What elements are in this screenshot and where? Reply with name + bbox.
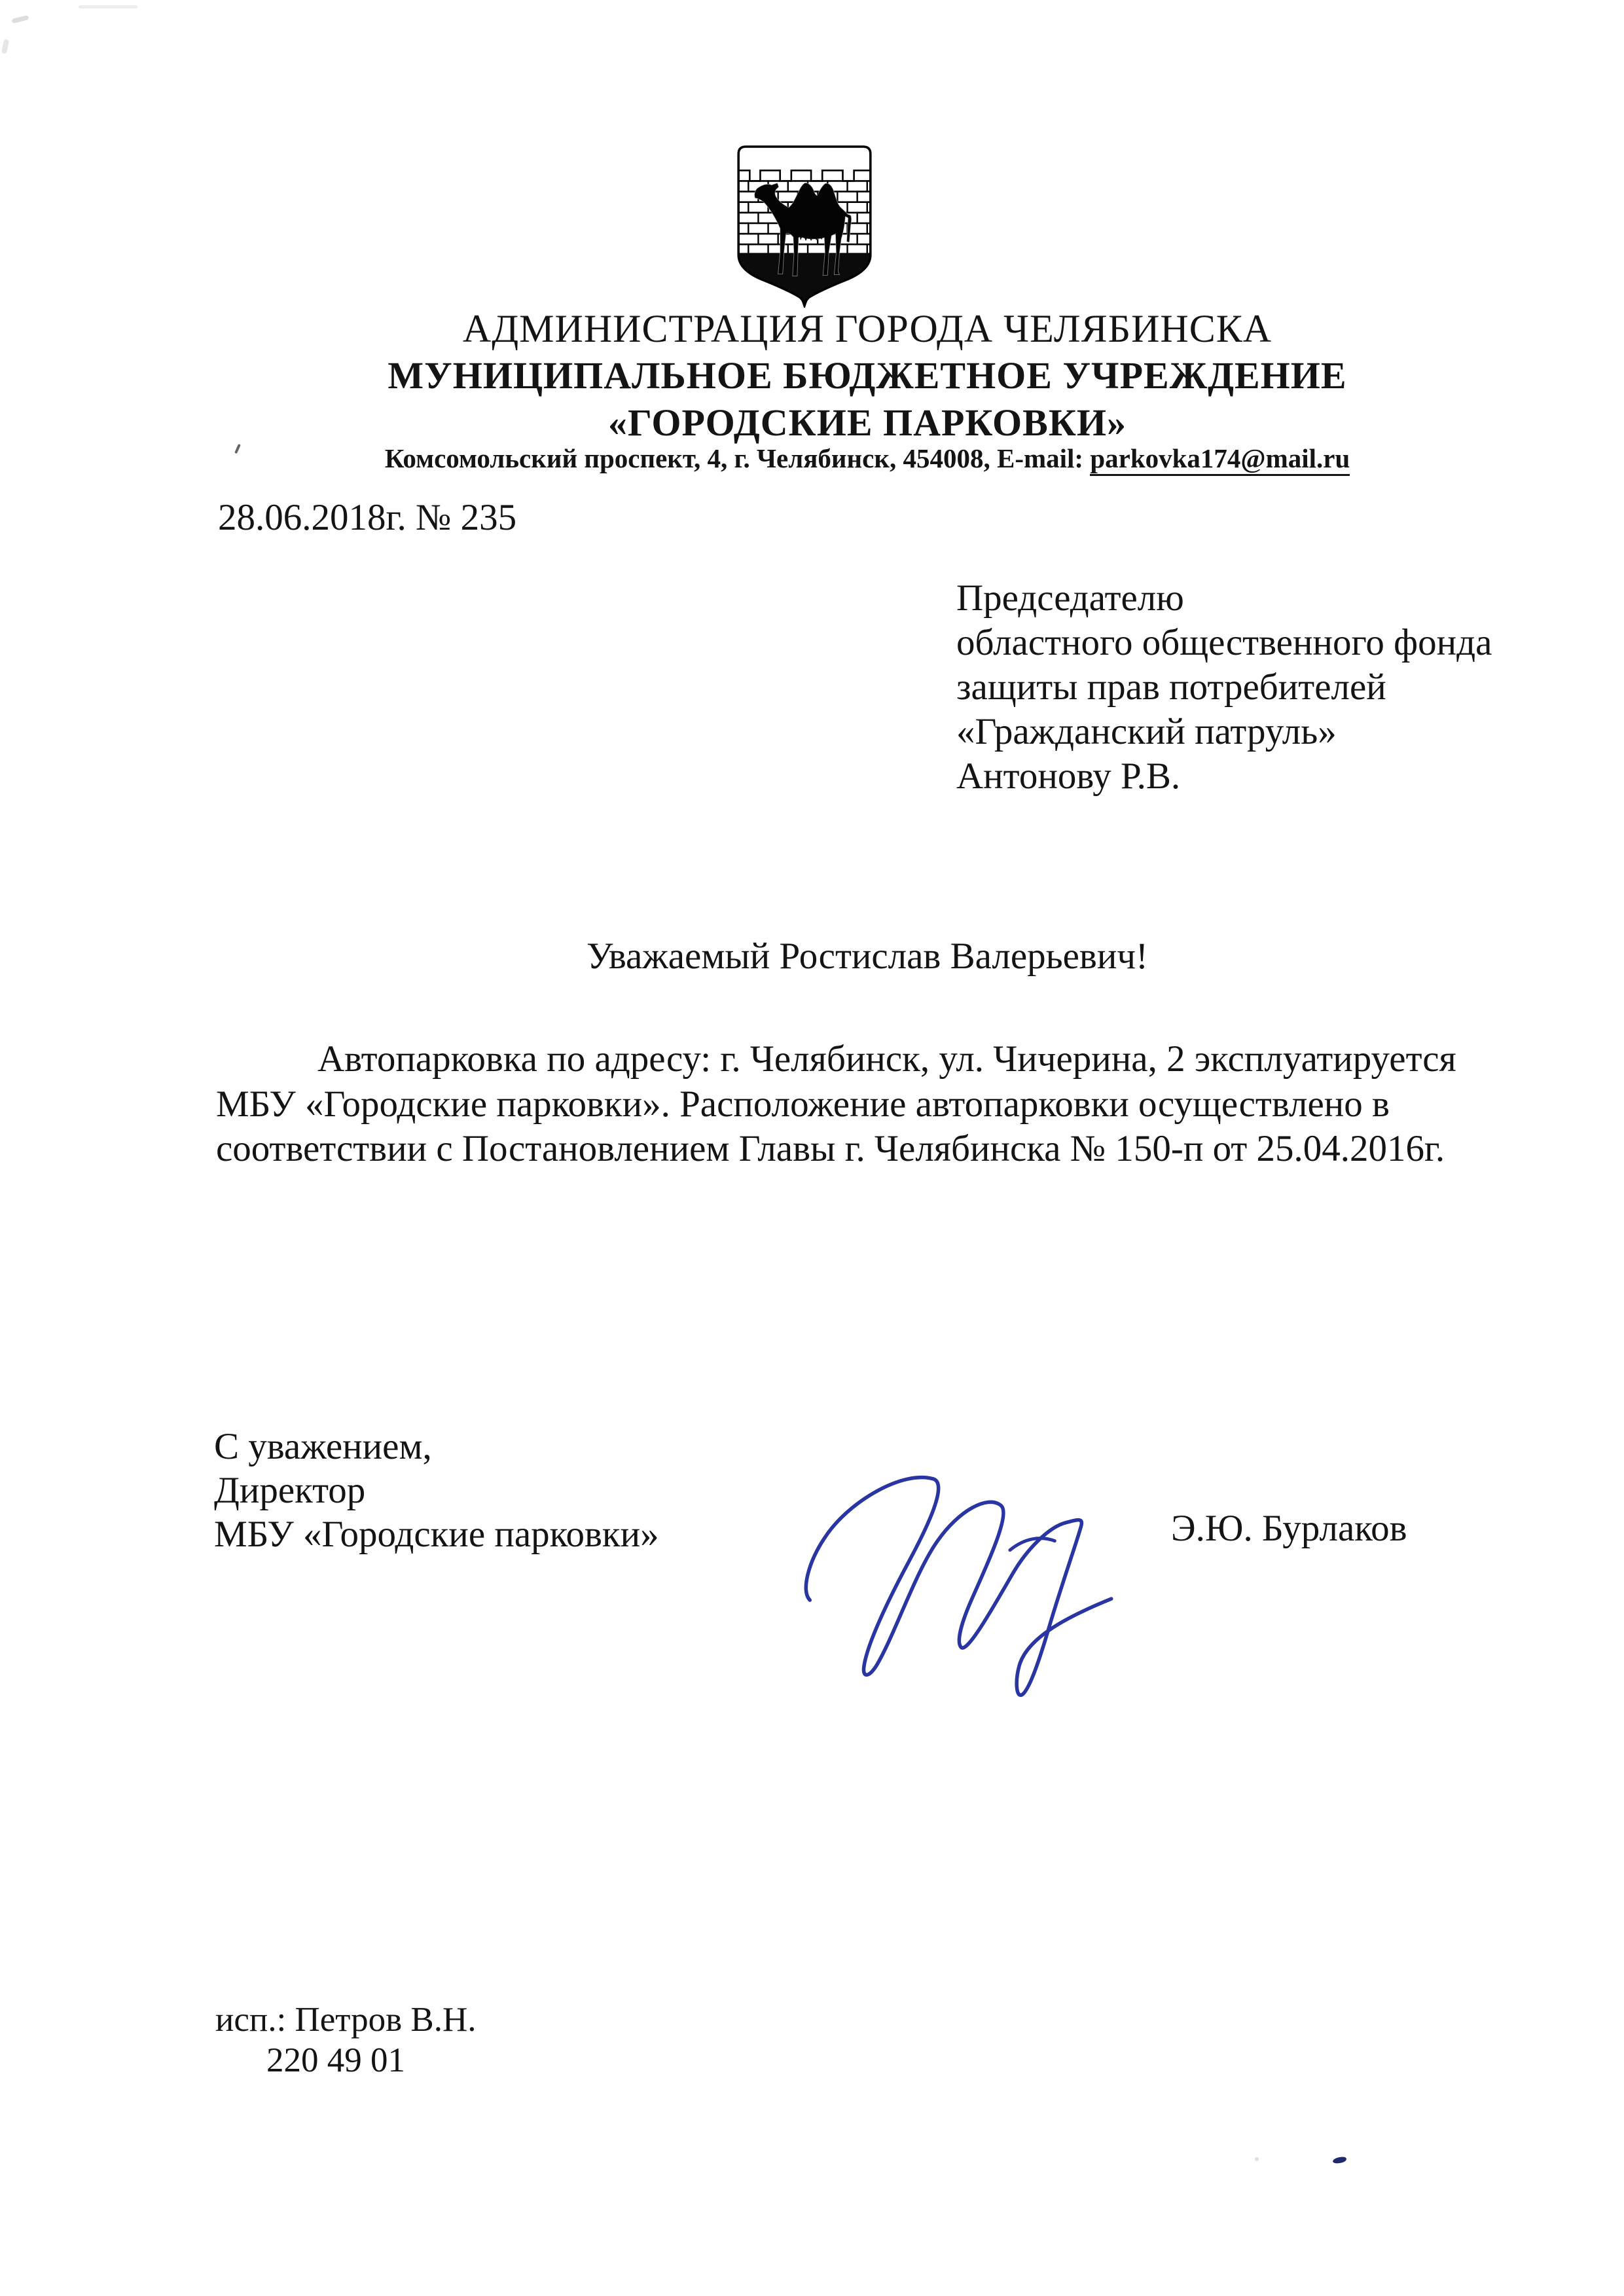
body-paragraph	[216, 1037, 1532, 1172]
scan-noise	[1255, 2157, 1259, 2161]
ink-blot	[1332, 2157, 1346, 2164]
org-parent-name: АДМИНИСТРАЦИЯ ГОРОДА ЧЕЛЯБИНСКА	[462, 307, 1272, 350]
closing-line: МБУ «Городские парковки»	[214, 1514, 659, 1555]
closing-line: Директор	[214, 1470, 366, 1511]
email-address: parkovka174@mail.ru	[1090, 443, 1350, 476]
addressee-line: «Гражданский патруль»	[956, 711, 1337, 752]
addressee-line: Председателю	[956, 577, 1184, 619]
body-line: соответствии с Постановлением Главы г. Челябинска № 150-п от 25.04.2016г.	[216, 1128, 1445, 1169]
handwritten-signature-ink	[792, 1470, 1123, 1713]
scan-noise	[1, 39, 9, 54]
addressee-line: Антонову Р.В.	[956, 756, 1181, 797]
salutation: Уважаемый Ростислав Валерьевич!	[586, 936, 1149, 977]
scan-noise	[79, 5, 137, 9]
executor-block	[215, 1999, 476, 2081]
signer-name: Э.Ю. Бурлаков	[1171, 1508, 1407, 1549]
executor-name: исп.: Петров В.Н.	[215, 2001, 477, 2039]
closing-block	[214, 1425, 659, 1556]
addressee-line: защиты прав потребителей	[956, 666, 1386, 708]
city-coat-of-arms-icon	[735, 145, 874, 308]
body-line: МБУ «Городские парковки». Расположение автопарковки осуществлено в	[216, 1083, 1390, 1125]
org-name: «ГОРОДСКИЕ ПАРКОВКИ»	[607, 401, 1127, 444]
closing-line: С уважением,	[214, 1426, 432, 1467]
body-line: Автопарковка по адресу: г. Челябинск, ул. Чичерина, 2 эксплуатируется	[317, 1038, 1456, 1080]
addressee-line: областного общественного фонда	[956, 622, 1492, 663]
org-address-line	[213, 443, 1522, 474]
ref-date-number: 28.06.2018г. № 235	[218, 497, 517, 538]
scan-noise	[12, 15, 29, 24]
org-type: МУНИЦИПАЛЬНОЕ БЮДЖЕТНОЕ УЧРЕЖДЕНИЕ	[388, 354, 1347, 397]
executor-phone: 220 49 01	[266, 2041, 405, 2079]
org-address: Комсомольский проспект, 4, г. Челябинск, 454008, E-mail:	[384, 443, 1091, 473]
addressee-block	[956, 576, 1492, 799]
